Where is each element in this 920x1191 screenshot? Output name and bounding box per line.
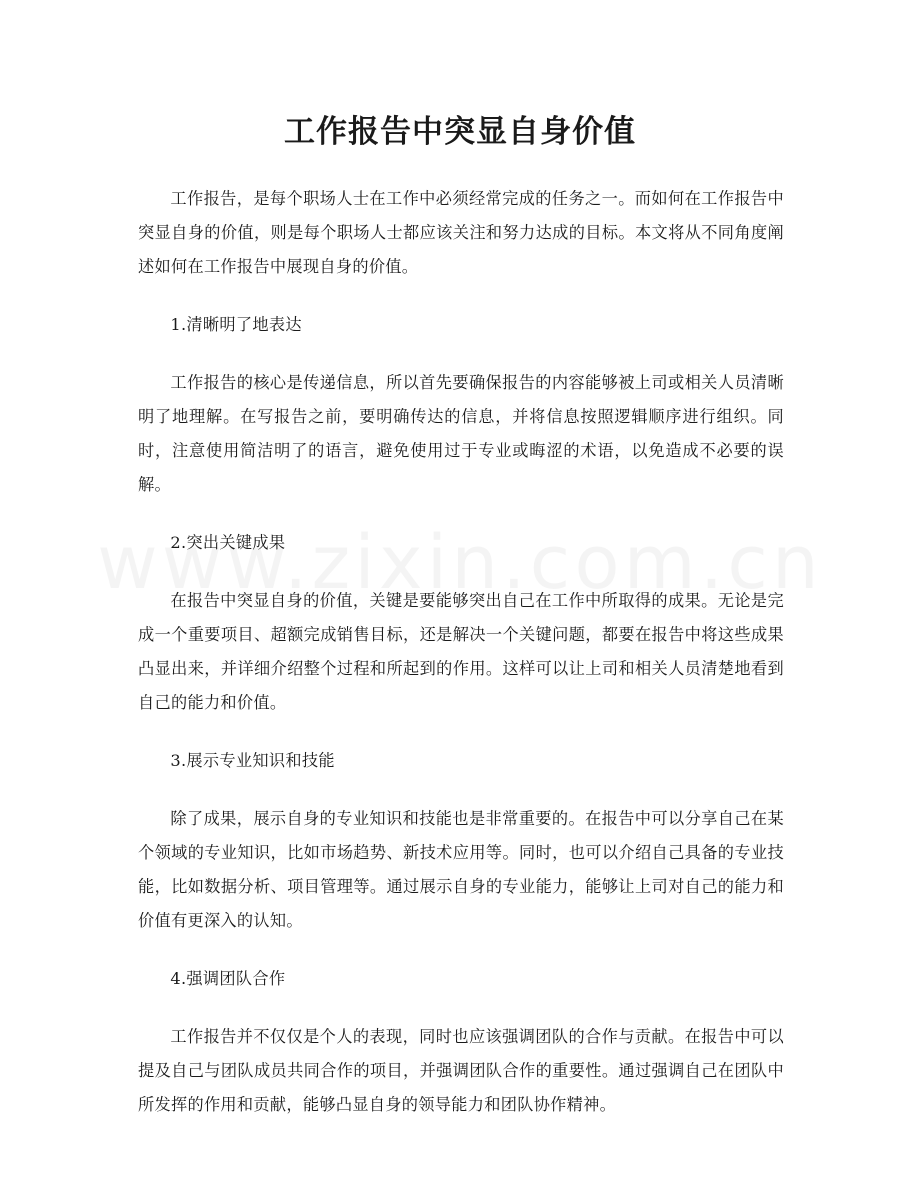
section-body-4: 工作报告并不仅仅是个人的表现，同时也应该强调团队的合作与贡献。在报告中可以提及自己与团队成员共同合作的项目，并强调团队合作的重要性。通过强调自己在团队中所发挥的作用和贡献，能够凸显自身的领导能力和团队协作精神。 [138, 1027, 784, 1114]
page-title: 工作报告中突显自身价值 [284, 114, 636, 150]
section-heading-1: 1.清晰明了地表达 [170, 315, 302, 334]
section-body-3: 除了成果，展示自身的专业知识和技能也是非常重要的。在报告中可以分享自己在某个领域的专业知识，比如市场趋势、新技术应用等。同时，也可以介绍自己具备的专业技能，比如数据分析、项目管理等。通过展示自身的专业能力，能够让上司对自己的能力和价值有更深入的认知。 [138, 809, 784, 930]
section-heading-2: 2.突出关键成果 [170, 533, 286, 552]
section-body-1: 工作报告的核心是传递信息，所以首先要确保报告的内容能够被上司或相关人员清晰明了地理解。在写报告之前，要明确传达的信息，并将信息按照逻辑顺序进行组织。同时，注意使用简洁明了的语言，避免使用过于专业或晦涩的术语，以免造成不必要的误解。 [138, 373, 784, 494]
section-heading-4: 4.强调团队合作 [170, 969, 286, 988]
section-body-2: 在报告中突显自身的价值，关键是要能够突出自己在工作中所取得的成果。无论是完成一个重要项目、超额完成销售目标，还是解决一个关键问题，都要在报告中将这些成果凸显出来，并详细介绍整个过程和所起到的作用。这样可以让上司和相关人员清楚地看到自己的能力和价值。 [138, 591, 784, 712]
section-heading-3: 3.展示专业知识和技能 [170, 751, 335, 770]
intro-paragraph: 工作报告，是每个职场人士在工作中必须经常完成的任务之一。而如何在工作报告中突显自身的价值，则是每个职场人士都应该关注和努力达成的目标。本文将从不同角度阐述如何在工作报告中展现自身的价值。 [138, 189, 784, 276]
document-body [138, 182, 784, 1146]
